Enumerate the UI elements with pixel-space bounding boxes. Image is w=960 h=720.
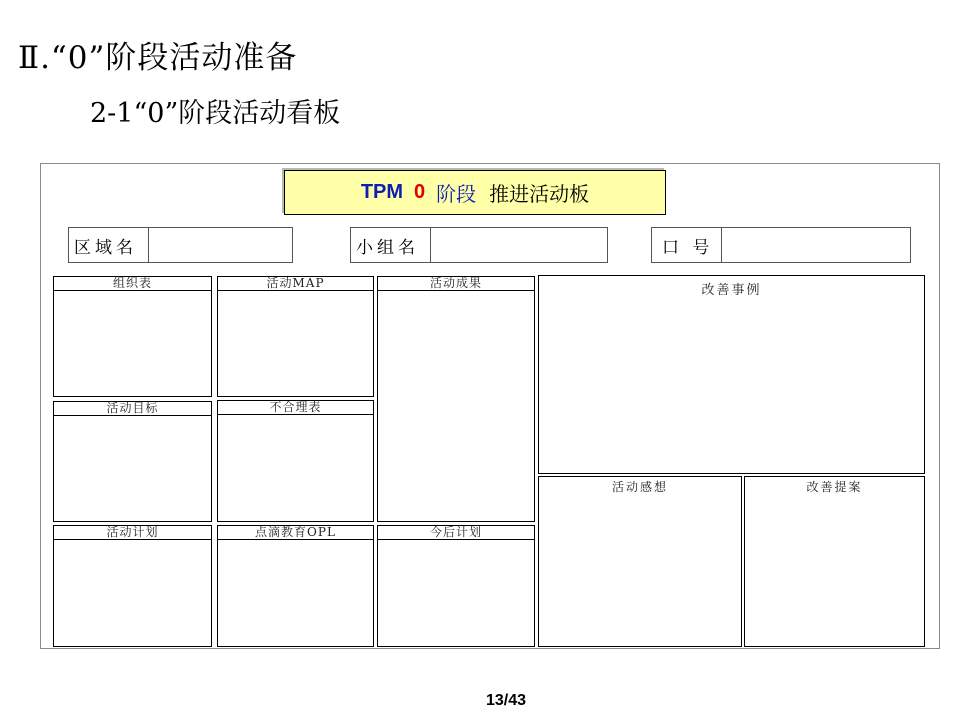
board-title-tpm: TPM xyxy=(360,181,404,203)
panel-activity-plan-label: 活动计划 xyxy=(54,526,211,540)
panel-irrationality-table xyxy=(217,400,374,522)
page-number: 13/43 xyxy=(485,692,527,709)
area-name-label: 区域名 xyxy=(69,228,149,262)
panel-activity-goals-label: 活动目标 xyxy=(54,402,211,416)
panel-activity-goals xyxy=(53,401,212,522)
slogan-label: 口 号 xyxy=(652,228,722,262)
panel-opl-label: 点滴教育OPL xyxy=(218,526,373,540)
panel-org-chart-label: 组织表 xyxy=(54,277,211,291)
panel-future-plan xyxy=(377,525,535,647)
area-name-field xyxy=(68,227,293,263)
board-title-stage: 阶段 xyxy=(436,184,477,206)
board-title-zero: 0 xyxy=(414,181,426,203)
group-name-label: 小组名 xyxy=(351,228,431,262)
panel-activity-plan xyxy=(53,525,212,647)
panel-org-chart xyxy=(53,276,212,397)
slide-subtitle: 2-1“0”阶段活动看板 xyxy=(90,98,341,129)
panel-improvement-cases-label: 改善事例 xyxy=(701,283,762,298)
panel-future-plan-label: 今后计划 xyxy=(378,526,534,540)
group-name-value xyxy=(431,228,607,262)
area-name-value xyxy=(149,228,292,262)
panel-activity-results xyxy=(377,276,535,522)
panel-activity-results-label: 活动成果 xyxy=(378,277,534,291)
panel-activity-thoughts xyxy=(538,476,742,647)
panel-activity-thoughts-label: 活动感想 xyxy=(611,480,668,494)
panel-irrationality-table-label: 不合理表 xyxy=(218,401,373,415)
panel-activity-map xyxy=(217,276,374,397)
panel-improvement-cases xyxy=(538,275,925,474)
panel-activity-map-label: 活动MAP xyxy=(218,277,373,291)
board-title-rest: 推进活动板 xyxy=(489,184,590,206)
slogan-value xyxy=(722,228,910,262)
board-title xyxy=(284,170,666,215)
panel-improvement-proposals-label: 改善提案 xyxy=(806,480,863,494)
group-name-field xyxy=(350,227,608,263)
panel-opl xyxy=(217,525,374,647)
panel-improvement-proposals xyxy=(744,476,925,647)
slide-title: Ⅱ.“0”阶段活动准备 xyxy=(18,40,298,76)
slogan-field xyxy=(651,227,911,263)
